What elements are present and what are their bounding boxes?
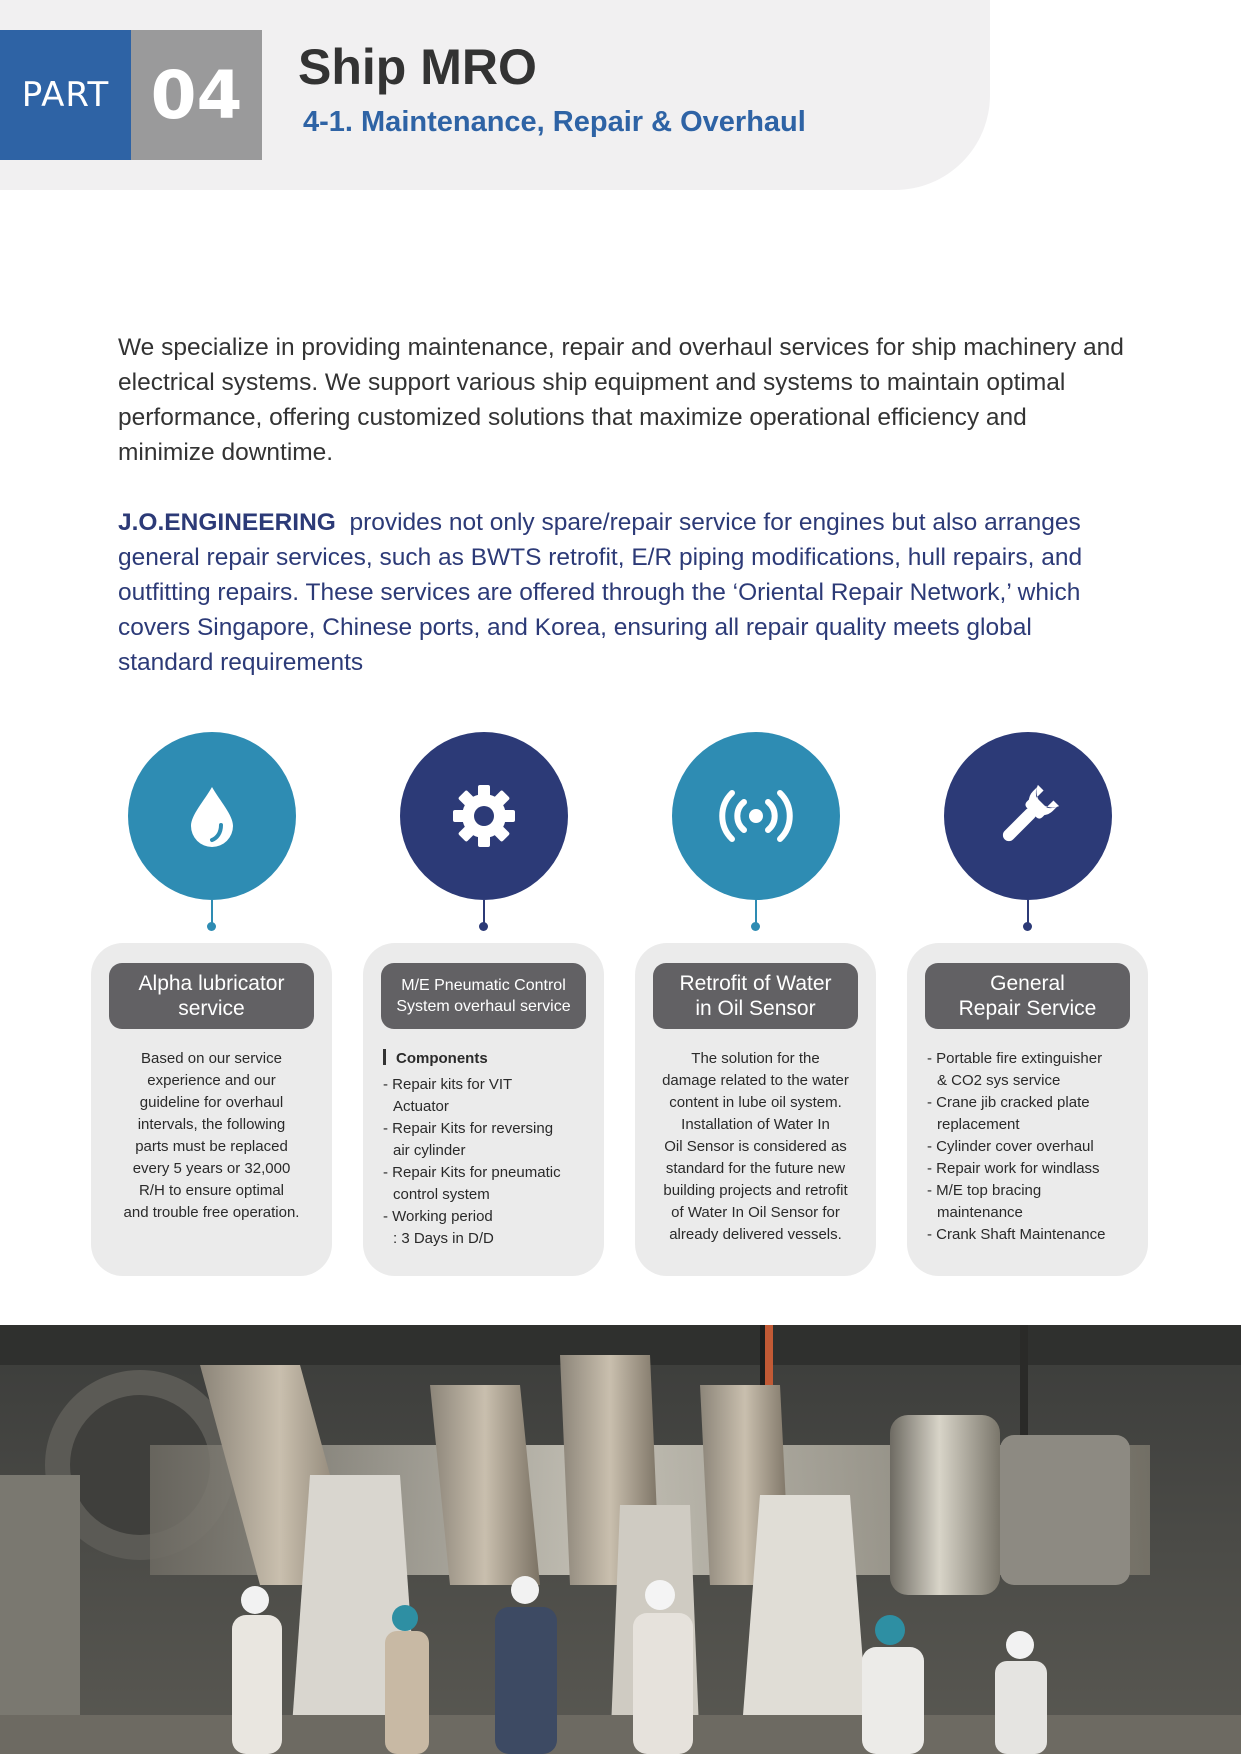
components-list: [383, 1074, 594, 1250]
list-item: - M/E top bracing maintenance: [927, 1182, 1042, 1221]
service-card-general-repair: [907, 943, 1148, 1276]
list-item: - Repair Kits for reversing air cylinder: [383, 1120, 554, 1159]
list-item: - Repair work for windlass: [927, 1160, 1100, 1177]
list-item: - Portable fire extinguisher & CO2 sys service: [927, 1050, 1103, 1089]
repair-list: [927, 1048, 1140, 1246]
list-item: - Cylinder cover overhaul: [927, 1138, 1094, 1155]
service-title: M/E Pneumatic Control System overhaul service: [381, 963, 586, 1029]
sensor-signal-icon-circle: [672, 732, 840, 900]
company-paragraph: [118, 505, 1128, 680]
oil-drop-icon-circle: [128, 732, 296, 900]
wrench-icon-circle: [944, 732, 1112, 900]
service-description: The solution for the damage related to the water content in lube oil system. Installation of Water In Oil Sensor is considered as standard for the future new building projects and retrofit of Water In Oil Sensor for already delivered vessels.: [662, 1050, 849, 1243]
service-title: Alpha lubricator service: [109, 963, 314, 1029]
service-list: [927, 1048, 1140, 1246]
connector-dot: [207, 922, 216, 931]
connector-dot: [479, 922, 488, 931]
oil-drop-icon: [185, 785, 239, 847]
page-title: Ship MRO: [298, 39, 537, 95]
service-card-water-in-oil-sensor: [635, 943, 876, 1276]
service-title: Retrofit of Water in Oil Sensor: [653, 963, 858, 1029]
sensor-signal-icon: [716, 789, 796, 843]
company-name: J.O.ENGINEERING: [118, 509, 336, 536]
connector-dot: [751, 922, 760, 931]
service-components: [383, 1048, 594, 1250]
gear-icon-circle: [400, 732, 568, 900]
intro-paragraph: We specialize in providing maintenance, repair and overhaul services for ship machinery and electrical systems. We support various ship equipment and systems to maintain optimal performance, offering customized solutions that maximize operational efficiency and minimize downtime.: [118, 334, 1124, 466]
list-item: - Crank Shaft Maintenance: [927, 1226, 1106, 1243]
crankshaft-workshop-photo: [0, 1325, 1241, 1754]
list-item: - Working period : 3 Days in D/D: [383, 1208, 494, 1247]
list-item: - Repair Kits for pneumatic control system: [383, 1164, 561, 1203]
list-item: - Crane jib cracked plate replacement: [927, 1094, 1090, 1133]
service-title: General Repair Service: [925, 963, 1130, 1029]
gear-icon: [451, 783, 517, 849]
part-number: 04: [131, 30, 262, 160]
service-card-pneumatic-control: [363, 943, 604, 1276]
section-subtitle: 4-1. Maintenance, Repair & Overhaul: [303, 106, 806, 138]
photo-illustration: [0, 1325, 1241, 1754]
service-description: Based on our service experience and our guideline for overhaul intervals, the following parts must be replaced every 5 years or 32,000 R/H to ensure optimal and trouble free operation.: [123, 1050, 300, 1221]
connector-dot: [1023, 922, 1032, 931]
components-heading: Components: [383, 1048, 594, 1070]
list-item: - Repair kits for VIT Actuator: [383, 1076, 513, 1115]
part-label: PART: [0, 30, 131, 160]
service-card-alpha-lubricator: [91, 943, 332, 1276]
wrench-icon: [995, 783, 1061, 849]
company-text: provides not only spare/repair service for engines but also arranges general repair services, such as BWTS retrofit, E/R piping modifications, hull repairs, and outfitting repairs. These services are offered through the ‘Oriental Repair Network,’ which covers Singapore, Chinese ports, and Korea, ensuring all repair quality meets global standard requirements: [118, 509, 1083, 676]
